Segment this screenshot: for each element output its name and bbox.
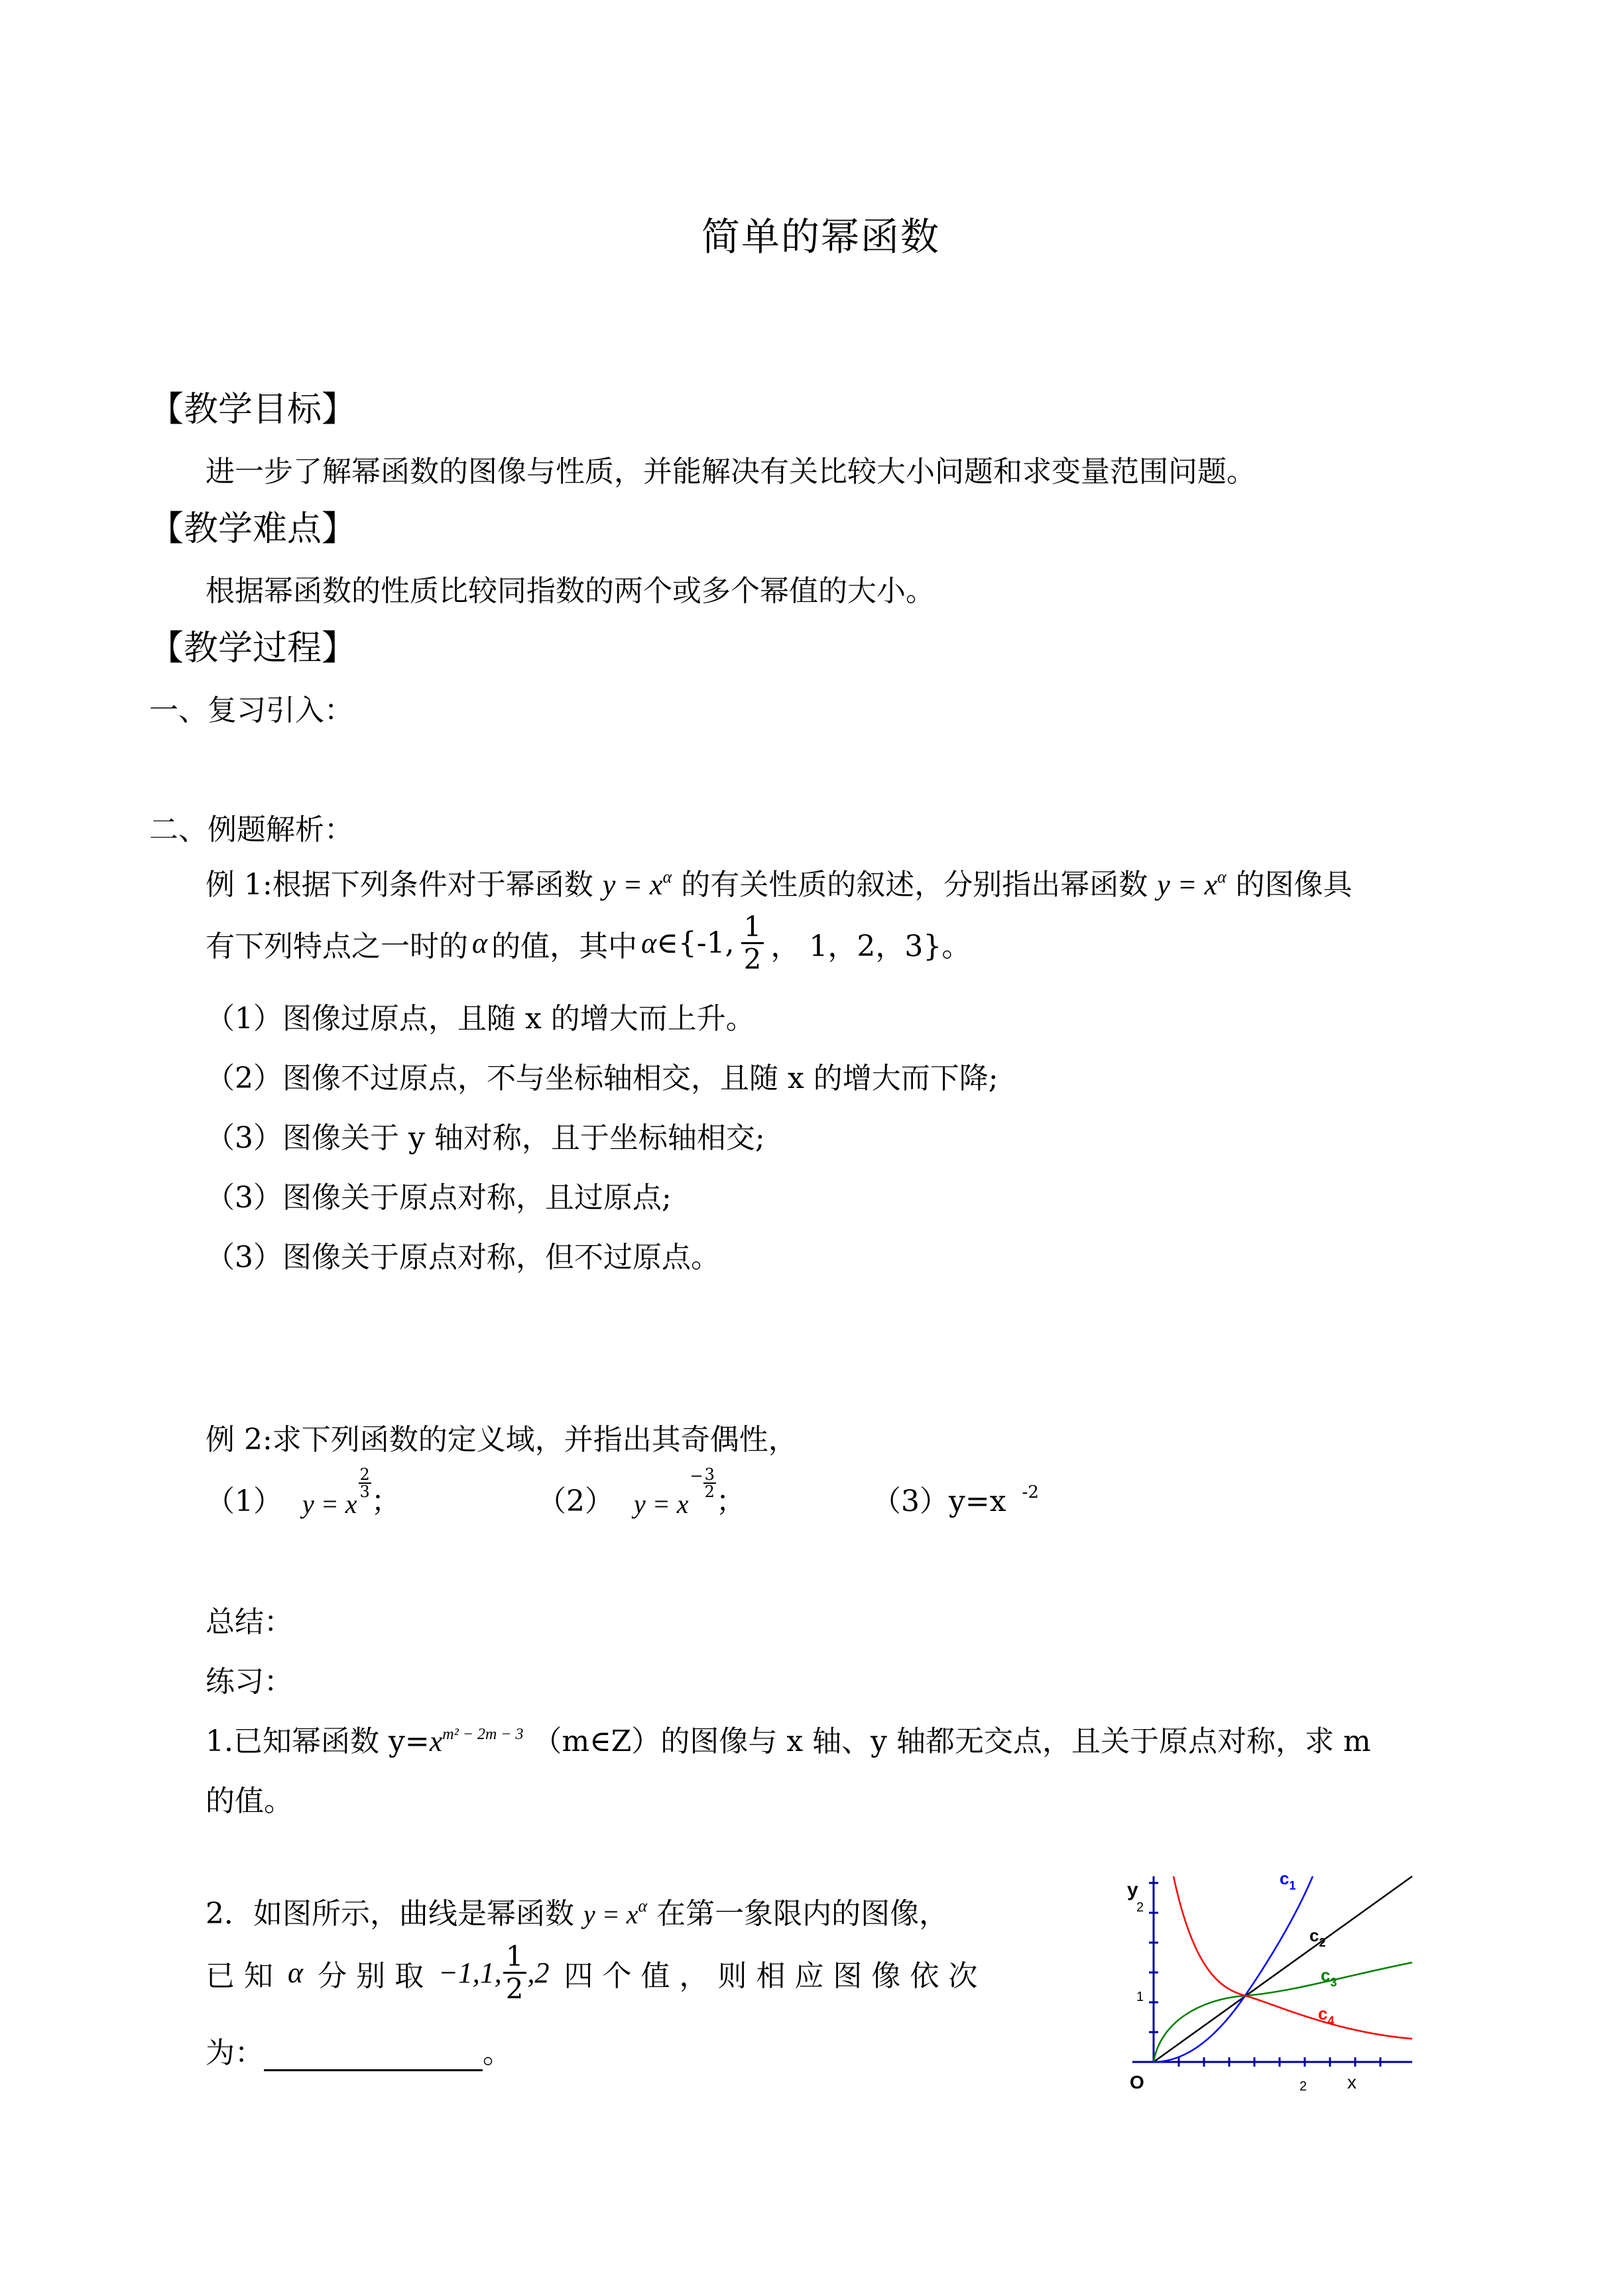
example1-item-2: （2）图像不过原点，不与坐标轴相交，且随 x 的增大而下降; (206, 1061, 998, 1095)
example2-intro: 例 2:求下列函数的定义域，并指出其奇偶性， (206, 1423, 798, 1457)
process-heading: 【教学过程】 (149, 629, 357, 668)
goal-heading: 【教学目标】 (149, 390, 357, 430)
example1-item-4: （3）图像关于原点对称，且过原点; (206, 1181, 672, 1215)
example2-part1: （1） y = x 2 3 ； (206, 1465, 400, 1519)
goal-text: 进一步了解幂函数的图像与性质，并能解决有关比较大小问题和求变量范围问题。 (206, 455, 1256, 489)
answer-blank[interactable] (264, 2043, 483, 2071)
difficulty-text: 根据幂函数的性质比较同指数的两个或多个幂值的大小。 (206, 574, 935, 608)
label-c3: $c_3$ (1321, 1965, 1337, 1989)
difficulty-heading: 【教学难点】 (149, 509, 357, 549)
curve-c4 (1173, 1876, 1412, 2039)
practice2-line1: 2．如图所示，曲线是幂函数 $y = x^\alpha$ 在第一象限内的图像， (206, 1896, 949, 1931)
part1-heading: 一、复习引入： (149, 694, 353, 727)
x-axis-label: x (1347, 2072, 1356, 2092)
curve-c3 (1154, 1963, 1412, 2062)
practice-heading: 练习： (206, 1665, 293, 1699)
practice1-line2: 的值。 (206, 1784, 293, 1818)
example1-func: $y = x^\alpha$ (602, 867, 672, 901)
page-title: 简单的幂函数 (701, 214, 941, 259)
part2-heading: 二、例题解析： (149, 813, 353, 847)
curve-c1 (1154, 1876, 1313, 2062)
label-c1: $c_1$ (1280, 1868, 1296, 1892)
y-tick-label-2: 2 (1136, 1900, 1144, 1915)
example1-item-5: （3）图像关于原点对称，但不过原点。 (206, 1240, 720, 1274)
example2-part3: （3）y=x $^{-2}$ (872, 1482, 1039, 1518)
example1-item-3: （3）图像关于 y 轴对称，且于坐标轴相交; (206, 1121, 765, 1155)
x-tick-label-2: 2 (1299, 2079, 1307, 2094)
example1-func-2: $y = x^\alpha$ (1157, 867, 1227, 901)
power-function-graph (1120, 1863, 1432, 2102)
label-c2: $c_2$ (1309, 1925, 1326, 1949)
fraction-one-half: $\frac{1}{2}$ (741, 912, 764, 975)
y-axis-label: y (1127, 1879, 1138, 1901)
example1-line1 (206, 861, 1352, 903)
origin-label: O (1130, 2072, 1144, 2092)
summary-heading: 总结： (206, 1605, 293, 1639)
y-tick-label-1: 1 (1136, 1990, 1144, 2004)
example1-tail: 的图像具 (1235, 868, 1352, 902)
example1-intro: 例 1:根据下列条件对于幂函数 (206, 868, 593, 902)
example1-item-1: （1）图像过原点，且随 x 的增大而上升。 (206, 1002, 755, 1036)
example1-mid: 的有关性质的叙述，分别指出幂函数 (681, 868, 1148, 902)
example2-part2: （2） y = x − $\frac{3}{2}$ ； (537, 1465, 745, 1519)
example1-line2: 有下列特点之一时的 α 的值，其中 α ∈{-1, $\frac{1}{2}$ ， 1，2，3}。 (206, 910, 971, 975)
practice1-line1: 1.已知幂函数 $y=x^{m^2 - 2m - 3}$ （m∈Z）的图像与 x 轴、y 轴都无交点，且关于原点对称，求 m (206, 1724, 1371, 1758)
label-c4: $c_4$ (1318, 2004, 1335, 2027)
practice2-line2: 已 知 α 分 别 取 −1,1, $\frac{1}{2}$ ,2 四 个 值 ， 则 相 应 图 像 依 次 (206, 1940, 978, 2005)
practice2-line3: 为： 。 (206, 2036, 512, 2070)
